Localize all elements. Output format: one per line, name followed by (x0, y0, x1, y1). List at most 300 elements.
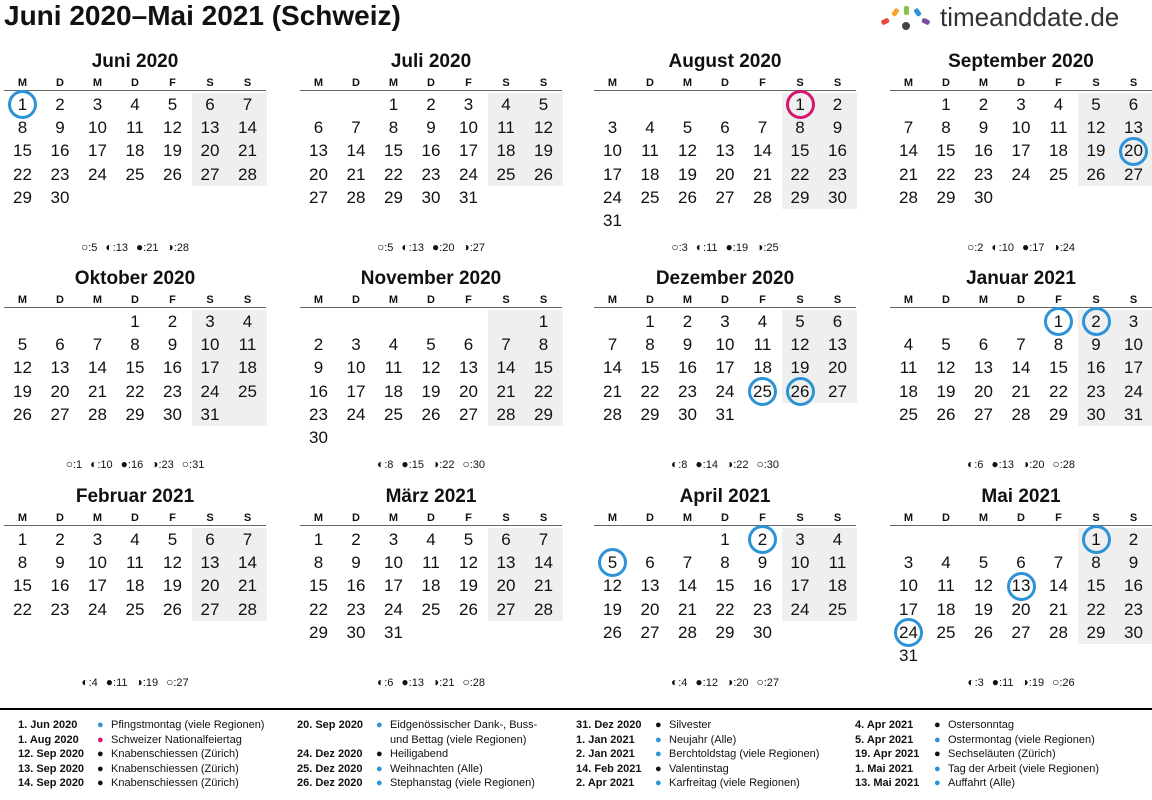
day-cell[interactable]: 17 (790, 576, 810, 596)
day-cell[interactable]: 23 (753, 599, 772, 619)
day-cell[interactable]: 30 (309, 428, 328, 447)
day-cell[interactable]: 17 (899, 599, 918, 619)
day-cell[interactable]: 10 (346, 358, 366, 378)
day-cell[interactable]: 15 (790, 141, 810, 161)
day-cell[interactable]: 5 (795, 312, 805, 331)
day-cell[interactable]: 3 (388, 530, 399, 549)
day-cell[interactable]: 22 (125, 381, 145, 401)
day-cell[interactable]: 25 (1049, 164, 1068, 184)
day-cell[interactable]: 5 (1091, 95, 1101, 114)
day-cell[interactable]: 27 (200, 599, 220, 619)
day-cell[interactable]: 13 (828, 335, 847, 355)
day-cell[interactable]: 12 (974, 576, 993, 596)
day-cell[interactable]: 6 (645, 553, 655, 573)
day-cell[interactable]: 23 (309, 404, 328, 424)
day-cell[interactable]: 9 (1128, 553, 1139, 573)
day-cell[interactable]: 21 (534, 576, 553, 596)
day-cell[interactable]: 14 (1011, 358, 1031, 378)
day-cell[interactable]: 26 (163, 599, 182, 619)
day-cell[interactable]: 2 (682, 312, 693, 331)
day-cell[interactable]: 6 (463, 335, 474, 355)
day-cell[interactable]: 13 (640, 576, 660, 596)
day-cell[interactable]: 10 (200, 335, 220, 355)
day-cell[interactable]: 2 (55, 95, 65, 114)
day-cell[interactable]: 1 (130, 312, 140, 331)
day-cell[interactable]: 12 (163, 553, 182, 573)
day-cell[interactable]: 25 (238, 381, 257, 401)
day-cell[interactable]: 21 (1011, 381, 1031, 401)
day-cell[interactable]: 20 (200, 576, 220, 596)
day-cell[interactable]: 3 (351, 335, 361, 355)
day-cell[interactable]: 16 (1086, 358, 1106, 378)
day-cell[interactable]: 8 (313, 553, 324, 573)
day-cell[interactable]: 3 (1128, 312, 1139, 331)
day-cell[interactable]: 18 (238, 358, 257, 378)
day-cell[interactable]: 20 (828, 358, 847, 378)
day-cell[interactable]: 14 (88, 358, 107, 378)
day-cell[interactable]: 29 (309, 622, 328, 642)
day-cell[interactable]: 29 (534, 404, 553, 424)
day-cell[interactable]: 14 (238, 553, 257, 573)
day-cell[interactable]: 26 (534, 164, 553, 184)
day-cell[interactable]: 11 (899, 358, 918, 378)
day-cell[interactable]: 2 (757, 530, 768, 549)
day-cell[interactable]: 30 (678, 404, 697, 424)
day-cell[interactable]: 2 (351, 530, 361, 549)
day-cell[interactable]: 7 (903, 118, 914, 138)
day-cell[interactable]: 26 (459, 599, 478, 619)
day-cell[interactable]: 25 (936, 622, 956, 642)
day-cell[interactable]: 9 (167, 335, 178, 355)
day-cell[interactable]: 10 (1124, 335, 1143, 355)
day-cell[interactable]: 28 (534, 599, 553, 619)
day-cell[interactable]: 25 (384, 404, 403, 424)
day-cell[interactable]: 29 (384, 187, 403, 207)
day-cell[interactable]: 22 (1049, 381, 1068, 401)
day-cell[interactable]: 29 (936, 187, 956, 207)
day-cell[interactable]: 1 (941, 95, 951, 114)
day-cell[interactable]: 24 (1011, 164, 1031, 184)
day-cell[interactable]: 31 (603, 211, 622, 230)
day-cell[interactable]: 28 (678, 622, 697, 642)
day-cell[interactable]: 5 (17, 335, 28, 355)
day-cell[interactable]: 25 (753, 381, 772, 401)
day-cell[interactable]: 7 (538, 530, 549, 549)
day-cell[interactable]: 1 (1053, 312, 1064, 331)
day-cell[interactable]: 25 (125, 164, 145, 184)
day-cell[interactable]: 28 (238, 164, 257, 184)
day-cell[interactable]: 31 (200, 404, 220, 424)
day-cell[interactable]: 22 (309, 599, 328, 619)
day-cell[interactable]: 17 (88, 576, 107, 596)
day-cell[interactable]: 8 (941, 118, 951, 138)
day-cell[interactable]: 18 (125, 576, 145, 596)
day-cell[interactable]: 23 (678, 381, 697, 401)
day-cell[interactable]: 14 (238, 118, 257, 138)
day-cell[interactable]: 27 (309, 187, 328, 207)
day-cell[interactable]: 29 (640, 404, 660, 424)
day-cell[interactable]: 9 (682, 335, 693, 355)
day-cell[interactable]: 11 (126, 553, 144, 573)
day-cell[interactable]: 23 (50, 164, 70, 184)
day-cell[interactable]: 5 (607, 553, 618, 573)
day-cell[interactable]: 19 (974, 599, 993, 619)
day-cell[interactable]: 30 (421, 187, 441, 207)
day-cell[interactable]: 16 (163, 358, 182, 378)
day-cell[interactable]: 3 (795, 530, 805, 549)
day-cell[interactable]: 17 (1011, 141, 1031, 161)
day-cell[interactable]: 4 (645, 118, 655, 138)
day-cell[interactable]: 15 (534, 358, 553, 378)
day-cell[interactable]: 31 (899, 646, 918, 665)
day-cell[interactable]: 14 (496, 358, 516, 378)
day-cell[interactable]: 25 (125, 599, 145, 619)
day-cell[interactable]: 1 (720, 530, 730, 549)
day-cell[interactable]: 26 (163, 164, 182, 184)
day-cell[interactable]: 13 (50, 358, 70, 378)
day-cell[interactable]: 17 (88, 141, 107, 161)
day-cell[interactable]: 15 (715, 576, 735, 596)
day-cell[interactable]: 17 (603, 164, 622, 184)
day-cell[interactable]: 8 (17, 118, 28, 138)
day-cell[interactable]: 18 (125, 141, 145, 161)
day-cell[interactable]: 8 (720, 553, 730, 573)
day-cell[interactable]: 28 (603, 404, 622, 424)
day-cell[interactable]: 4 (832, 530, 843, 549)
day-cell[interactable]: 3 (92, 95, 103, 114)
day-cell[interactable]: 6 (205, 530, 215, 549)
day-cell[interactable]: 15 (1086, 576, 1106, 596)
day-cell[interactable]: 10 (899, 576, 918, 596)
day-cell[interactable]: 4 (242, 312, 253, 331)
day-cell[interactable]: 17 (384, 576, 403, 596)
day-cell[interactable]: 11 (753, 335, 772, 355)
day-cell[interactable]: 14 (899, 141, 918, 161)
day-cell[interactable]: 24 (88, 599, 107, 619)
day-cell[interactable]: 4 (130, 530, 140, 549)
day-cell[interactable]: 9 (313, 358, 324, 378)
day-cell[interactable]: 5 (167, 530, 178, 549)
day-cell[interactable]: 9 (351, 553, 361, 573)
day-cell[interactable]: 24 (88, 164, 107, 184)
day-cell[interactable]: 3 (903, 553, 914, 573)
day-cell[interactable]: 3 (1016, 95, 1026, 114)
day-cell[interactable]: 24 (346, 404, 366, 424)
day-cell[interactable]: 19 (678, 164, 697, 184)
day-cell[interactable]: 11 (1049, 118, 1068, 138)
day-cell[interactable]: 21 (238, 576, 257, 596)
day-cell[interactable]: 17 (715, 358, 735, 378)
day-cell[interactable]: 1 (795, 95, 805, 114)
day-cell[interactable]: 28 (753, 187, 772, 207)
day-cell[interactable]: 13 (200, 118, 220, 138)
day-cell[interactable]: 24 (459, 164, 478, 184)
day-cell[interactable]: 14 (534, 553, 553, 573)
day-cell[interactable]: 12 (678, 141, 697, 161)
day-cell[interactable]: 20 (50, 381, 70, 401)
day-cell[interactable]: 11 (126, 118, 144, 138)
day-cell[interactable]: 20 (309, 164, 328, 184)
day-cell[interactable]: 28 (238, 599, 257, 619)
day-cell[interactable]: 1 (645, 312, 655, 331)
day-cell[interactable]: 13 (200, 553, 220, 573)
day-cell[interactable]: 6 (1016, 553, 1026, 573)
day-cell[interactable]: 8 (130, 335, 140, 355)
day-cell[interactable]: 29 (715, 622, 735, 642)
day-cell[interactable]: 18 (899, 381, 918, 401)
day-cell[interactable]: 22 (384, 164, 403, 184)
day-cell[interactable]: 16 (974, 141, 993, 161)
day-cell[interactable]: 29 (13, 187, 32, 207)
day-cell[interactable]: 7 (351, 118, 361, 138)
day-cell[interactable]: 21 (88, 381, 107, 401)
day-cell[interactable]: 22 (13, 164, 32, 184)
day-cell[interactable]: 22 (13, 599, 32, 619)
day-cell[interactable]: 21 (346, 164, 366, 184)
day-cell[interactable]: 13 (1011, 576, 1031, 596)
day-cell[interactable]: 16 (309, 381, 328, 401)
day-cell[interactable]: 28 (496, 404, 516, 424)
day-cell[interactable]: 7 (757, 118, 768, 138)
day-cell[interactable]: 30 (1124, 622, 1143, 642)
day-cell[interactable]: 8 (17, 553, 28, 573)
day-cell[interactable]: 13 (1124, 118, 1143, 138)
day-cell[interactable]: 11 (422, 553, 440, 573)
day-cell[interactable]: 15 (13, 576, 32, 596)
timeanddate-logo[interactable] (878, 2, 1148, 36)
day-cell[interactable]: 25 (640, 187, 660, 207)
day-cell[interactable]: 8 (538, 335, 549, 355)
day-cell[interactable]: 2 (1128, 530, 1139, 549)
day-cell[interactable]: 13 (496, 553, 516, 573)
day-cell[interactable]: 16 (678, 358, 697, 378)
day-cell[interactable]: 12 (13, 358, 32, 378)
day-cell[interactable]: 24 (1124, 381, 1143, 401)
day-cell[interactable]: 27 (1011, 622, 1031, 642)
day-cell[interactable]: 18 (1049, 141, 1068, 161)
day-cell[interactable]: 27 (974, 404, 993, 424)
day-cell[interactable]: 14 (346, 141, 366, 161)
day-cell[interactable]: 7 (242, 95, 253, 114)
day-cell[interactable]: 4 (388, 335, 399, 355)
day-cell[interactable]: 12 (459, 553, 478, 573)
day-cell[interactable]: 16 (50, 576, 70, 596)
day-cell[interactable]: 1 (17, 530, 28, 549)
day-cell[interactable]: 10 (88, 553, 107, 573)
day-cell[interactable]: 3 (205, 312, 215, 331)
day-cell[interactable]: 30 (50, 187, 70, 207)
day-cell[interactable]: 22 (1086, 599, 1106, 619)
day-cell[interactable]: 23 (1086, 381, 1106, 401)
day-cell[interactable]: 20 (715, 164, 735, 184)
day-cell[interactable]: 28 (1011, 404, 1031, 424)
day-cell[interactable]: 15 (13, 141, 32, 161)
day-cell[interactable]: 16 (421, 141, 441, 161)
day-cell[interactable]: 15 (936, 141, 956, 161)
day-cell[interactable]: 17 (200, 358, 220, 378)
day-cell[interactable]: 30 (974, 187, 993, 207)
day-cell[interactable]: 10 (715, 335, 735, 355)
day-cell[interactable]: 3 (607, 118, 618, 138)
day-cell[interactable]: 6 (313, 118, 324, 138)
day-cell[interactable]: 7 (682, 553, 693, 573)
day-cell[interactable]: 7 (92, 335, 103, 355)
day-cell[interactable]: 8 (1091, 553, 1101, 573)
day-cell[interactable]: 8 (1053, 335, 1064, 355)
day-cell[interactable]: 20 (200, 141, 220, 161)
day-cell[interactable]: 9 (55, 118, 65, 138)
day-cell[interactable]: 14 (1049, 576, 1068, 596)
day-cell[interactable]: 26 (1086, 164, 1106, 184)
day-cell[interactable]: 20 (1124, 141, 1143, 161)
day-cell[interactable]: 7 (501, 335, 511, 355)
day-cell[interactable]: 16 (753, 576, 772, 596)
day-cell[interactable]: 30 (1086, 404, 1106, 424)
day-cell[interactable]: 21 (238, 141, 257, 161)
day-cell[interactable]: 15 (125, 358, 145, 378)
day-cell[interactable]: 6 (720, 118, 730, 138)
day-cell[interactable]: 1 (388, 95, 399, 114)
day-cell[interactable]: 20 (459, 381, 478, 401)
day-cell[interactable]: 4 (757, 312, 768, 331)
day-cell[interactable]: 2 (313, 335, 324, 355)
day-cell[interactable]: 13 (459, 358, 478, 378)
day-cell[interactable]: 10 (603, 141, 622, 161)
day-cell[interactable]: 11 (828, 553, 847, 573)
day-cell[interactable]: 24 (603, 187, 622, 207)
day-cell[interactable]: 12 (790, 335, 810, 355)
day-cell[interactable]: 23 (421, 164, 441, 184)
day-cell[interactable]: 20 (640, 599, 660, 619)
day-cell[interactable]: 19 (163, 141, 182, 161)
day-cell[interactable]: 26 (678, 187, 697, 207)
day-cell[interactable]: 5 (167, 95, 178, 114)
day-cell[interactable]: 19 (534, 141, 553, 161)
day-cell[interactable]: 28 (88, 404, 107, 424)
day-cell[interactable]: 21 (899, 164, 918, 184)
day-cell[interactable]: 27 (50, 404, 70, 424)
day-cell[interactable]: 22 (534, 381, 553, 401)
day-cell[interactable]: 21 (1049, 599, 1068, 619)
day-cell[interactable]: 19 (1086, 141, 1106, 161)
day-cell[interactable]: 18 (640, 164, 660, 184)
day-cell[interactable]: 24 (715, 381, 735, 401)
day-cell[interactable]: 4 (426, 530, 436, 549)
day-cell[interactable]: 10 (790, 553, 810, 573)
day-cell[interactable]: 31 (459, 187, 478, 207)
day-cell[interactable]: 20 (1011, 599, 1031, 619)
day-cell[interactable]: 12 (936, 358, 956, 378)
day-cell[interactable]: 2 (832, 95, 843, 114)
day-cell[interactable]: 25 (421, 599, 441, 619)
day-cell[interactable]: 13 (309, 141, 328, 161)
day-cell[interactable]: 4 (903, 335, 914, 355)
day-cell[interactable]: 19 (936, 381, 956, 401)
day-cell[interactable]: 19 (790, 358, 810, 378)
day-cell[interactable]: 24 (790, 599, 810, 619)
day-cell[interactable]: 6 (832, 312, 843, 331)
day-cell[interactable]: 19 (459, 576, 478, 596)
day-cell[interactable]: 1 (1091, 530, 1101, 549)
day-cell[interactable]: 23 (50, 599, 70, 619)
day-cell[interactable]: 22 (640, 381, 660, 401)
day-cell[interactable]: 5 (538, 95, 549, 114)
day-cell[interactable]: 9 (757, 553, 768, 573)
day-cell[interactable]: 31 (715, 404, 735, 424)
day-cell[interactable]: 7 (1053, 553, 1064, 573)
day-cell[interactable]: 23 (346, 599, 366, 619)
day-cell[interactable]: 15 (640, 358, 660, 378)
day-cell[interactable]: 28 (899, 187, 918, 207)
day-cell[interactable]: 6 (978, 335, 989, 355)
day-cell[interactable]: 16 (50, 141, 70, 161)
day-cell[interactable]: 19 (603, 599, 622, 619)
day-cell[interactable]: 23 (974, 164, 993, 184)
day-cell[interactable]: 9 (978, 118, 989, 138)
day-cell[interactable]: 4 (1053, 95, 1064, 114)
day-cell[interactable]: 9 (426, 118, 436, 138)
day-cell[interactable]: 4 (130, 95, 140, 114)
day-cell[interactable]: 24 (200, 381, 220, 401)
day-cell[interactable]: 16 (346, 576, 366, 596)
day-cell[interactable]: 6 (55, 335, 65, 355)
day-cell[interactable]: 30 (828, 187, 847, 207)
day-cell[interactable]: 11 (238, 335, 257, 355)
day-cell[interactable]: 1 (538, 312, 549, 331)
day-cell[interactable]: 5 (426, 335, 436, 355)
day-cell[interactable]: 12 (534, 118, 553, 138)
day-cell[interactable]: 1 (313, 530, 324, 549)
day-cell[interactable]: 18 (753, 358, 772, 378)
day-cell[interactable]: 10 (459, 118, 478, 138)
day-cell[interactable]: 12 (163, 118, 182, 138)
day-cell[interactable]: 2 (978, 95, 989, 114)
day-cell[interactable]: 1 (17, 95, 28, 114)
day-cell[interactable]: 11 (497, 118, 515, 138)
day-cell[interactable]: 15 (384, 141, 403, 161)
day-cell[interactable]: 22 (790, 164, 810, 184)
day-cell[interactable]: 7 (607, 335, 618, 355)
day-cell[interactable]: 5 (941, 335, 951, 355)
day-cell[interactable]: 5 (978, 553, 989, 573)
day-cell[interactable]: 18 (384, 381, 403, 401)
day-cell[interactable]: 14 (678, 576, 697, 596)
day-cell[interactable]: 6 (1128, 95, 1139, 114)
day-cell[interactable]: 30 (346, 622, 366, 642)
day-cell[interactable]: 2 (55, 530, 65, 549)
day-cell[interactable]: 19 (13, 381, 32, 401)
day-cell[interactable]: 5 (463, 530, 474, 549)
day-cell[interactable]: 7 (242, 530, 253, 549)
day-cell[interactable]: 21 (753, 164, 772, 184)
day-cell[interactable]: 27 (715, 187, 735, 207)
day-cell[interactable]: 3 (720, 312, 730, 331)
day-cell[interactable]: 20 (496, 576, 516, 596)
day-cell[interactable]: 24 (899, 622, 918, 642)
day-cell[interactable]: 28 (1049, 622, 1068, 642)
day-cell[interactable]: 23 (163, 381, 182, 401)
day-cell[interactable]: 12 (603, 576, 622, 596)
day-cell[interactable]: 25 (899, 404, 918, 424)
day-cell[interactable]: 29 (790, 187, 810, 207)
day-cell[interactable]: 26 (421, 404, 441, 424)
day-cell[interactable]: 4 (501, 95, 511, 114)
day-cell[interactable]: 14 (603, 358, 622, 378)
day-cell[interactable]: 19 (163, 576, 182, 596)
day-cell[interactable]: 15 (309, 576, 328, 596)
day-cell[interactable]: 20 (974, 381, 993, 401)
day-cell[interactable]: 21 (603, 381, 622, 401)
